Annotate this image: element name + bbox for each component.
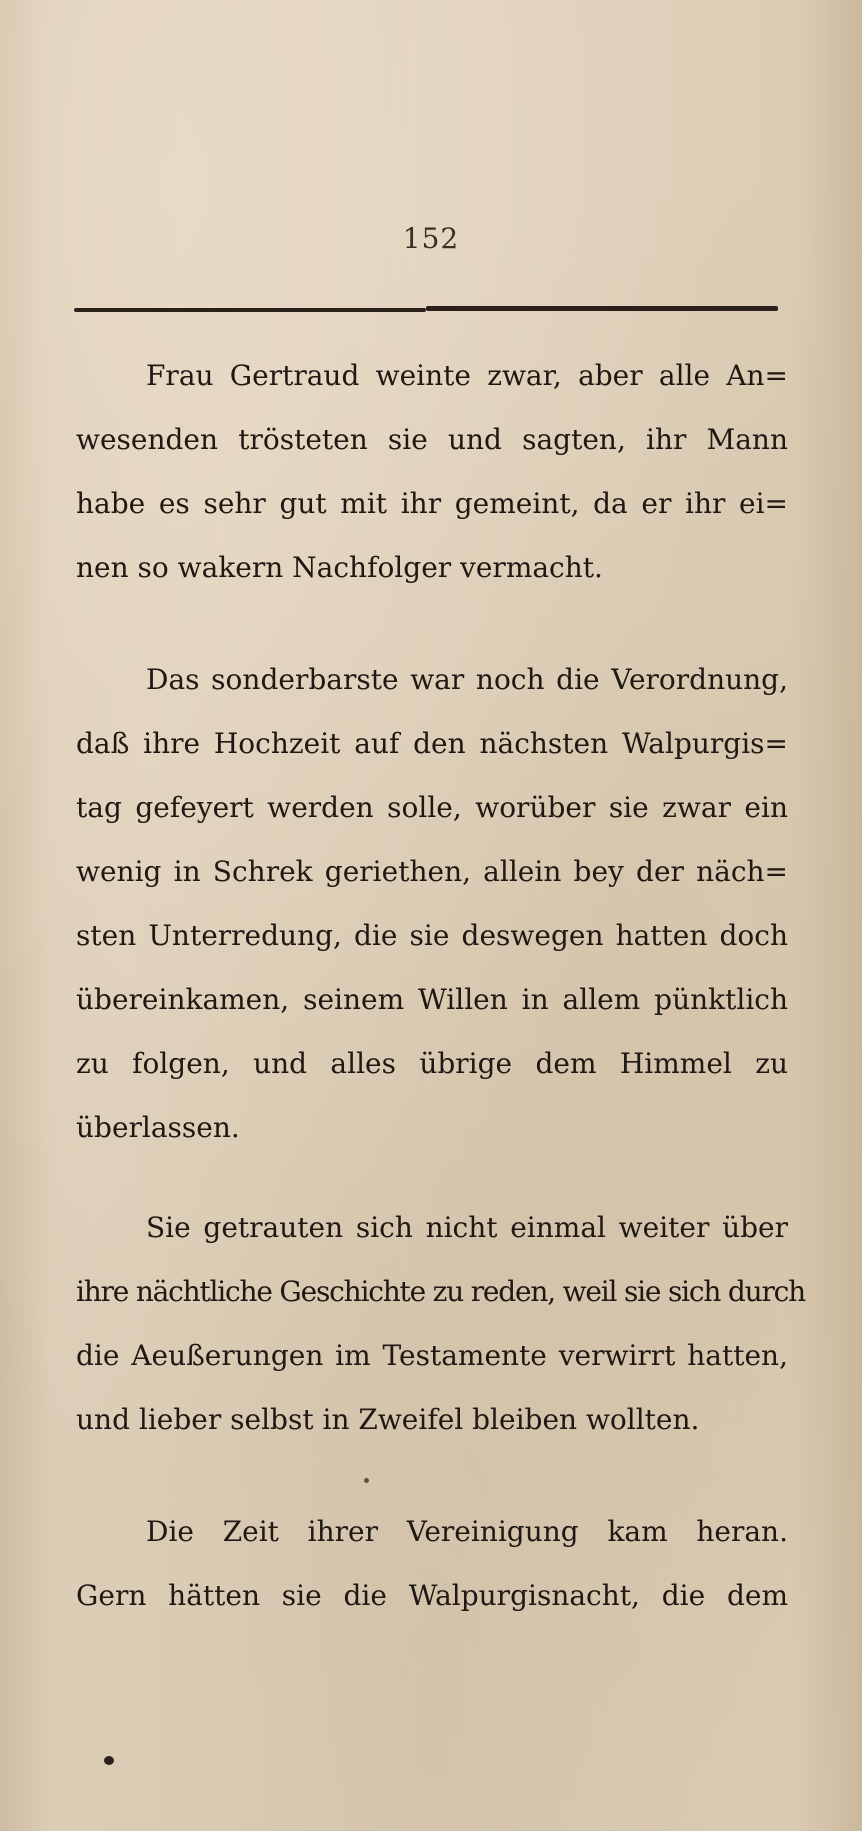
ink-speck	[104, 1756, 114, 1765]
text-line: Gern hätten sie die Walpurgisnacht, die dem	[76, 1579, 788, 1612]
header-rule-left	[74, 308, 426, 312]
text-line: übereinkamen, seinem Willen in allem pünktlich	[76, 983, 788, 1016]
text-line: Das sonderbarste war noch die Verordnung,	[146, 663, 788, 696]
text-line: daß ihre Hochzeit auf den nächsten Walpurgis=	[76, 727, 788, 760]
text-line: wesenden trösteten sie und sagten, ihr Mann	[76, 423, 788, 456]
text-line: wenig in Schrek geriethen, allein bey der näch=	[76, 855, 788, 888]
ink-speck	[364, 1478, 369, 1483]
text-line: ihre nächtliche Geschichte zu reden, weil sie sich durch	[76, 1275, 805, 1308]
text-line: zu folgen, und alles übrige dem Himmel zu	[76, 1047, 788, 1080]
text-line: sten Unterredung, die sie deswegen hatten doch	[76, 919, 788, 952]
text-line: nen so wakern Nachfolger vermacht.	[76, 551, 603, 584]
text-line: habe es sehr gut mit ihr gemeint, da er ihr ei=	[76, 487, 788, 520]
text-line: Die Zeit ihrer Vereinigung kam heran.	[146, 1515, 788, 1548]
text-line: überlassen.	[76, 1111, 240, 1144]
page-number: 152	[402, 222, 460, 255]
text-line: tag gefeyert werden solle, worüber sie zwar ein	[76, 791, 788, 824]
text-line: die Aeußerungen im Testamente verwirrt hatten,	[76, 1339, 788, 1372]
text-line: Sie getrauten sich nicht einmal weiter über	[146, 1211, 788, 1244]
text-line: Frau Gertraud weinte zwar, aber alle An=	[146, 359, 788, 392]
text-line: und lieber selbst in Zweifel bleiben wollten.	[76, 1403, 700, 1436]
header-rule-right	[426, 306, 778, 311]
